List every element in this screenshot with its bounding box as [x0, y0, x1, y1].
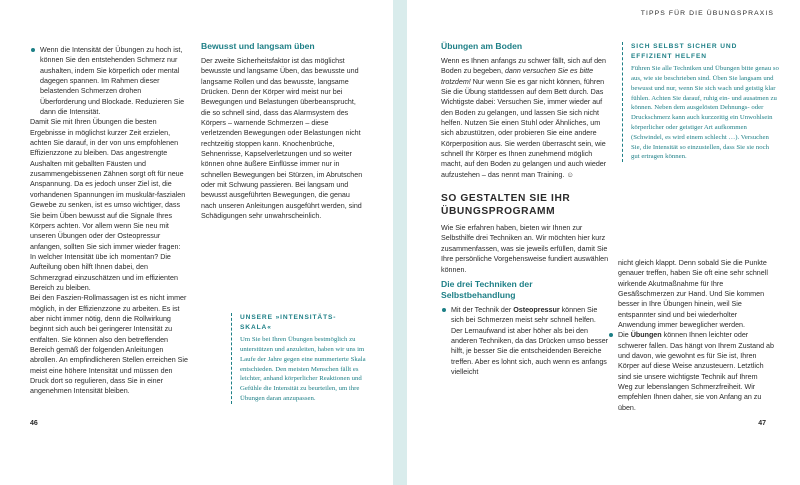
intensity-scale-box [231, 313, 368, 404]
left-column-1 [30, 45, 188, 397]
left-column-2 [201, 41, 365, 222]
exercises-bullet: Die Übungen können Ihnen leichter oder schwerer fallen. Das hängt von Ihrem Zustand ab und davon, wie gewohnt es für Sie ist, Ihren Körper auf diese Weise anzusteuern. Letztlich sind sie unsere wichtigste Technik auf Ihrem Weg zur lebenslangen Schmerzfreiheit. Wir empfehlen Ihnen daher, sie von Anfang an zu üben. [608, 330, 774, 413]
paragraph-efficiency-zone: Damit Sie mit Ihren Übungen die besten Ergebnisse in möglichst kurzer Zeit erzielen, achten Sie darauf, in der von uns empfohlenen Effizienzzone zu bleiben. Das angestrengte Aushalten mit geballten Fäusten und zusammengebissenen Zähnen sorgt oft für neue Anspannung. Da es jedoch unser Ziel ist, die vorhandenen Spannungen im muskulär-faszialen Gewebe zu senken, ist es umso wichtiger, dass Sie beim Üben bewusst auf die Signale Ihres Körpers achten. Vor allem wenn Sie neu mit unseren Übungen oder der Osteopressur anfangen, sollten Sie sich immer wieder fragen: In welcher Intensität übe ich momentan? Die Aufteilung oben hilft Ihnen dabei, den Schmerzgrad einzuschätzen und im effizienten Bereich zu bleiben. [30, 118, 186, 292]
left-page [0, 0, 393, 485]
page-number-right: 47 [758, 420, 766, 427]
bullet-dot-icon [442, 308, 446, 312]
subtitle-three-techniques: Die drei Techniken der Selbstbehandlung [441, 278, 533, 300]
heading-program: SO GESTALTEN SIE IHR ÜBUNGSPROGRAMM [441, 193, 571, 218]
bullet-dot-icon [609, 333, 613, 337]
right-column-1 [441, 41, 609, 377]
page-number-left: 46 [30, 420, 38, 427]
running-header: TIPPS FÜR DIE ÜBUNGSPRAXIS [640, 10, 774, 17]
paragraph-slow-practice: Der zweite Sicherheitsfaktor ist das möglichst bewusste und langsame Üben, das bewusste und langsame Rollen und das bewusste, langsame Drücken. Denn der Körper wird meist nur bei Bewegungen und Belastungen überbeansprucht, die so schnell sind, dass das Alarmsystem des Körpers – warnende Schmerzen – diese verletzenden Bewegungen oder Belastungen nicht rechtzeitig stoppen kann. Knochenbrüche, Sehnenrisse, Kapselverletzungen und so weiter können ohne äußere Einflüsse immer nur in schnellen Bewegungen bei Stürzen, im Abrutschen oder mit Schwung passieren. Bei langsam und bewusst ausgeführten Bewegungen, die genau nach unseren Anleitungen ausgeführt werden, sind Schädigungen sehr unwahrscheinlich. [201, 57, 363, 221]
safety-tips-box [622, 42, 779, 162]
osteopressur-bullet: Mit der Technik der Osteopressur können Sie sich bei Schmerzen meist sehr schnell helfen. Der Lernaufwand ist aber höher als bei den anderen Techniken, da das Drücken umso besser hilft, je besser Sie die entscheidenden Bereiche treffen. Aber es lohnt sich, auch wenn es anfangs vielleicht [441, 305, 609, 377]
box-text-safety: Führen Sie alle Techniken und Übungen bitte genau so aus, wie sie beschrieben sind. Üben Sie langsam und bewusst und nur, wenn Sie sich wach und geistig klar fühlen. Achten Sie darauf, ruhig ein- und ausatmen zu können. Neben dem ausgelösten Dehnungs- oder Druckschmerz kann auch kurzzeitig ein Unwohlsein körperlicher oder geistiger Art aufkommen (Schwindel, es wird einem schlecht …). Versuchen Sie, die Intensität so einzustellen, dass Sie sie noch gut ertragen können. [631, 65, 779, 161]
paragraph-floor-exercises: Wenn es Ihnen anfangs zu schwer fällt, sich auf den Boden zu begeben, dann versuchen Sie es bitte trotzdem! Nur wenn Sie es gar nicht können, führen Sie die Übung stattdessen auf dem Bett durch. Das Wichtigste dabei: Versuchen Sie, immer wieder auf den Boden zu gelangen, und lassen Sie sich nicht helfen. Nutzen Sie einen Stuhl oder Ähnliches, um sich abzustützen, oder probieren Sie eine andere Körperposition aus. Sie werden überrascht sein, wie schnell Ihr Körper es Ihnen zunehmend möglich macht, auf den Boden zu gelangen und auch wieder aufzustehen – das nennt man Training. ☺ [441, 57, 607, 179]
paragraph-continuation: nicht gleich klappt. Denn sobald Sie die Punkte genauer treffen, haben Sie oft eine sehr schnell wirkende Akutmaßnahme für Ihre Gesäßschmerzen zur Hand. Und Sie kommen besser in Ihre Übungen hinein, weil Sie entspannter sind und bei wiederholter Anwendung immer beweglicher werden. [618, 259, 768, 330]
intensity-bullet: Wenn die Intensität der Übungen zu hoch ist, können Sie den entstehenden Schmerz nur aushalten, indem Sie körperlich oder mental dagegen spannen. Im Rahmen dieser belastenden Schmerzen drohen Überforderung und Blockade. Reduzieren Sie dann die Intensität. [30, 45, 188, 117]
box-title-intensity-scale: UNSERE »INTENSITÄTS-SKALA« [240, 314, 337, 331]
right-page [407, 0, 800, 485]
paragraph-fascia-rolling: Bei den Faszien-Rollmassagen ist es nicht immer möglich, in der Effizienzzone zu arbeiten. Es ist aber nicht immer nötig, denn die Rollwirkung beginnt sich auch bei geringerer Intensität zu entfalten. Sie können also den betreffenden Bereich gemäß der folgenden Anleitungen abrollen. An empfindlicheren Stellen erreichen Sie meist eine höhere Intensität und müssen den Druck dort so regulieren, dass Sie in einer angenehmen Intensität bleiben. [30, 294, 188, 396]
section-title-floor-exercises: Übungen am Boden [441, 41, 523, 51]
page-gutter [393, 0, 407, 485]
right-column-2 [608, 258, 774, 413]
box-text-intensity-scale: Um Sie bei Ihren Übungen bestmöglich zu unterstützen und anzuleiten, haben wir uns im Laufe der Jahre gegen eine nummerierte Skala entschieden. Den meisten Menschen fällt es leichter, anhand körperlicher Reaktionen und Gefühle die Intensität zu beurteilen, um ihre Übungen daran anzupassen. [240, 336, 366, 402]
box-title-safety: SICH SELBST SICHER UND EFFIZIENT HELFEN [631, 43, 738, 60]
paragraph-program-intro: Wie Sie erfahren haben, bieten wir Ihnen zur Selbsthilfe drei Techniken an. Wir möchten hier kurz zusammenfassen, was sie jeweils erfüllen, damit Sie Ihre persönliche Vorgehensweise fundiert auswählen können. [441, 224, 609, 274]
bullet-dot-icon [31, 48, 35, 52]
section-title-slow-practice: Bewusst und langsam üben [201, 41, 315, 51]
